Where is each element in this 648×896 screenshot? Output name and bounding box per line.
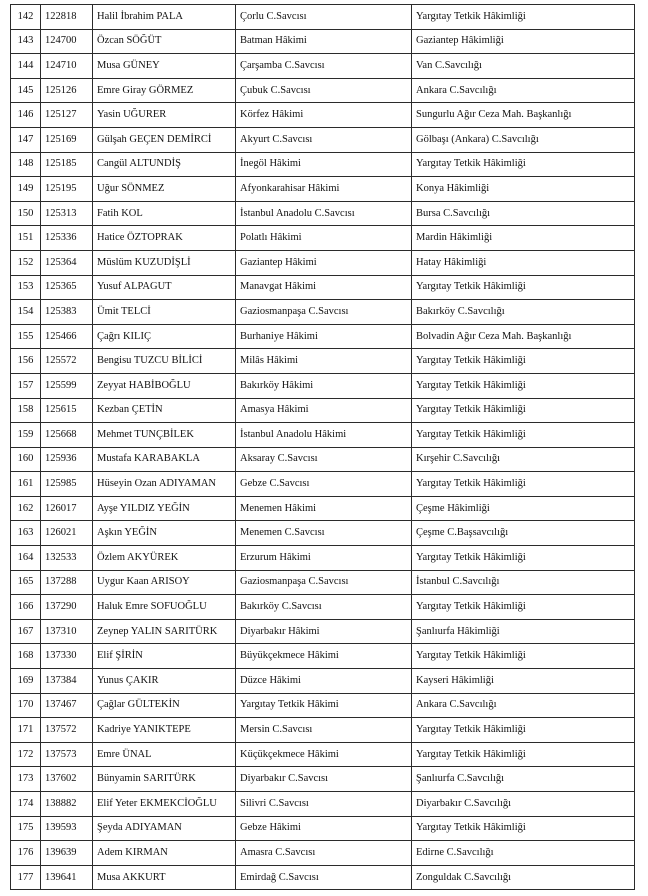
current-post: Küçükçekmece Hâkimi [236,742,412,767]
full-name: Zeyyat HABİBOĞLU [93,373,236,398]
assigned-post: Yargıtay Tetkik Hâkimliği [412,349,635,374]
assigned-post: Çeşme Hâkimliği [412,496,635,521]
sicil-number: 137310 [41,619,93,644]
current-post: Manavgat Hâkimi [236,275,412,300]
full-name: Uğur SÖNMEZ [93,177,236,202]
table-row [11,792,635,817]
assigned-post: Yargıtay Tetkik Hâkimliği [412,472,635,497]
current-post: Menemen C.Savcısı [236,521,412,546]
row-number: 163 [11,521,41,546]
row-number: 165 [11,570,41,595]
current-post: Düzce Hâkimi [236,669,412,694]
table-row [11,373,635,398]
full-name: Ümit TELCİ [93,300,236,325]
full-name: Aşkın YEĞİN [93,521,236,546]
full-name: Şeyda ADIYAMAN [93,816,236,841]
full-name: Musa GÜNEY [93,54,236,79]
table-row [11,742,635,767]
sicil-number: 126017 [41,496,93,521]
row-number: 168 [11,644,41,669]
current-post: Amasya Hâkimi [236,398,412,423]
assigned-post: Konya Hâkimliği [412,177,635,202]
table-row [11,669,635,694]
sicil-number: 125599 [41,373,93,398]
row-number: 169 [11,669,41,694]
assigned-post: Yargıtay Tetkik Hâkimliği [412,718,635,743]
assigned-post: Kayseri Hâkimliği [412,669,635,694]
row-number: 162 [11,496,41,521]
row-number: 167 [11,619,41,644]
table-row [11,29,635,54]
row-number: 161 [11,472,41,497]
row-number: 144 [11,54,41,79]
full-name: Elif Yeter EKMEKCİOĞLU [93,792,236,817]
current-post: İstanbul Anadolu C.Savcısı [236,201,412,226]
sicil-number: 125668 [41,423,93,448]
current-post: Bakırköy Hâkimi [236,373,412,398]
current-post: Çorlu C.Savcısı [236,5,412,30]
sicil-number: 125985 [41,472,93,497]
table-row [11,496,635,521]
row-number: 142 [11,5,41,30]
full-name: Elif ŞİRİN [93,644,236,669]
assigned-post: Mardin Hâkimliği [412,226,635,251]
current-post: Mersin C.Savcısı [236,718,412,743]
sicil-number: 137384 [41,669,93,694]
table-row [11,152,635,177]
assigned-post: İstanbul C.Savcılığı [412,570,635,595]
current-post: İnegöl Hâkimi [236,152,412,177]
row-number: 145 [11,78,41,103]
assigned-post: Gölbaşı (Ankara) C.Savcılığı [412,127,635,152]
sicil-number: 137288 [41,570,93,595]
sicil-number: 125185 [41,152,93,177]
sicil-number: 124710 [41,54,93,79]
row-number: 170 [11,693,41,718]
sicil-number: 125127 [41,103,93,128]
current-post: Büyükçekmece Hâkimi [236,644,412,669]
assigned-post: Yargıtay Tetkik Hâkimliği [412,546,635,571]
assigned-post: Ankara C.Savcılığı [412,78,635,103]
row-number: 150 [11,201,41,226]
row-number: 166 [11,595,41,620]
row-number: 149 [11,177,41,202]
current-post: Menemen Hâkimi [236,496,412,521]
current-post: Gebze Hâkimi [236,816,412,841]
assigned-post: Şanlıurfa Hâkimliği [412,619,635,644]
sicil-number: 125126 [41,78,93,103]
full-name: Çağrı KILIÇ [93,324,236,349]
sicil-number: 125313 [41,201,93,226]
sicil-number: 125336 [41,226,93,251]
full-name: Çağlar GÜLTEKİN [93,693,236,718]
sicil-number: 125615 [41,398,93,423]
row-number: 156 [11,349,41,374]
assigned-post: Ankara C.Savcılığı [412,693,635,718]
full-name: Emre ÜNAL [93,742,236,767]
current-post: Burhaniye Hâkimi [236,324,412,349]
table-row [11,201,635,226]
full-name: Yusuf ALPAGUT [93,275,236,300]
sicil-number: 137330 [41,644,93,669]
row-number: 159 [11,423,41,448]
assigned-post: Hatay Hâkimliği [412,250,635,275]
current-post: Bakırköy C.Savcısı [236,595,412,620]
sicil-number: 124700 [41,29,93,54]
row-number: 151 [11,226,41,251]
current-post: Çarşamba C.Savcısı [236,54,412,79]
full-name: Mehmet TUNÇBİLEK [93,423,236,448]
row-number: 158 [11,398,41,423]
row-number: 148 [11,152,41,177]
table-row [11,767,635,792]
row-number: 155 [11,324,41,349]
sicil-number: 137467 [41,693,93,718]
table-row [11,349,635,374]
full-name: Kezban ÇETİN [93,398,236,423]
current-post: Körfez Hâkimi [236,103,412,128]
current-post: Silivri C.Savcısı [236,792,412,817]
assigned-post: Yargıtay Tetkik Hâkimliği [412,816,635,841]
sicil-number: 125936 [41,447,93,472]
current-post: Polatlı Hâkimi [236,226,412,251]
table-row [11,324,635,349]
table-row [11,78,635,103]
sicil-number: 139641 [41,865,93,890]
sicil-number: 137290 [41,595,93,620]
sicil-number: 139639 [41,841,93,866]
full-name: Özlem AKYÜREK [93,546,236,571]
table-row [11,472,635,497]
assigned-post: Yargıtay Tetkik Hâkimliği [412,423,635,448]
full-name: Gülşah GEÇEN DEMİRCİ [93,127,236,152]
sicil-number: 122818 [41,5,93,30]
table-row [11,521,635,546]
table-row [11,570,635,595]
current-post: İstanbul Anadolu Hâkimi [236,423,412,448]
assigned-post: Sungurlu Ağır Ceza Mah. Başkanlığı [412,103,635,128]
table-row [11,619,635,644]
full-name: Özcan SÖĞÜT [93,29,236,54]
table-row [11,177,635,202]
full-name: Halil İbrahim PALA [93,5,236,30]
full-name: Zeynep YALIN SARITÜRK [93,619,236,644]
assigned-post: Yargıtay Tetkik Hâkimliği [412,152,635,177]
current-post: Gaziosmanpaşa C.Savcısı [236,300,412,325]
table-row [11,300,635,325]
current-post: Diyarbakır C.Savcısı [236,767,412,792]
full-name: Hüseyin Ozan ADIYAMAN [93,472,236,497]
current-post: Batman Hâkimi [236,29,412,54]
current-post: Emirdağ C.Savcısı [236,865,412,890]
full-name: Adem KIRMAN [93,841,236,866]
sicil-number: 138882 [41,792,93,817]
appointment-list-page [10,4,634,890]
full-name: Fatih KOL [93,201,236,226]
table-row [11,644,635,669]
sicil-number: 132533 [41,546,93,571]
table-row [11,595,635,620]
row-number: 160 [11,447,41,472]
table-row [11,693,635,718]
assigned-post: Yargıtay Tetkik Hâkimliği [412,595,635,620]
current-post: Aksaray C.Savcısı [236,447,412,472]
table-row [11,226,635,251]
row-number: 157 [11,373,41,398]
table-row [11,816,635,841]
table-row [11,423,635,448]
sicil-number: 126021 [41,521,93,546]
current-post: Milâs Hâkimi [236,349,412,374]
table-row [11,127,635,152]
full-name: Musa AKKURT [93,865,236,890]
assigned-post: Yargıtay Tetkik Hâkimliği [412,5,635,30]
table-row [11,718,635,743]
full-name: Mustafa KARABAKLA [93,447,236,472]
current-post: Afyonkarahisar Hâkimi [236,177,412,202]
row-number: 153 [11,275,41,300]
row-number: 152 [11,250,41,275]
row-number: 173 [11,767,41,792]
assigned-post: Edirne C.Savcılığı [412,841,635,866]
table-row [11,54,635,79]
assigned-post: Bursa C.Savcılığı [412,201,635,226]
sicil-number: 125365 [41,275,93,300]
row-number: 176 [11,841,41,866]
full-name: Yunus ÇAKIR [93,669,236,694]
assigned-post: Bolvadin Ağır Ceza Mah. Başkanlığı [412,324,635,349]
assigned-post: Van C.Savcılığı [412,54,635,79]
full-name: Emre Giray GÖRMEZ [93,78,236,103]
row-number: 147 [11,127,41,152]
appointment-table [10,4,635,890]
full-name: Cangül ALTUNDİŞ [93,152,236,177]
full-name: Müslüm KUZUDİŞLİ [93,250,236,275]
assigned-post: Çeşme C.Başsavcılığı [412,521,635,546]
assigned-post: Yargıtay Tetkik Hâkimliği [412,373,635,398]
current-post: Gaziosmanpaşa C.Savcısı [236,570,412,595]
sicil-number: 125383 [41,300,93,325]
sicil-number: 125195 [41,177,93,202]
current-post: Akyurt C.Savcısı [236,127,412,152]
current-post: Yargıtay Tetkik Hâkimi [236,693,412,718]
full-name: Uygur Kaan ARISOY [93,570,236,595]
sicil-number: 137572 [41,718,93,743]
assigned-post: Gaziantep Hâkimliği [412,29,635,54]
table-row [11,841,635,866]
current-post: Amasra C.Savcısı [236,841,412,866]
sicil-number: 125466 [41,324,93,349]
full-name: Kadriye YANIKTEPE [93,718,236,743]
table-row [11,447,635,472]
row-number: 146 [11,103,41,128]
row-number: 172 [11,742,41,767]
assigned-post: Bakırköy C.Savcılığı [412,300,635,325]
sicil-number: 125169 [41,127,93,152]
table-row [11,546,635,571]
full-name: Haluk Emre SOFUOĞLU [93,595,236,620]
table-row [11,398,635,423]
current-post: Çubuk C.Savcısı [236,78,412,103]
full-name: Bünyamin SARITÜRK [93,767,236,792]
full-name: Bengisu TUZCU BİLİCİ [93,349,236,374]
sicil-number: 137573 [41,742,93,767]
current-post: Gaziantep Hâkimi [236,250,412,275]
sicil-number: 139593 [41,816,93,841]
assigned-post: Yargıtay Tetkik Hâkimliği [412,275,635,300]
sicil-number: 125572 [41,349,93,374]
current-post: Erzurum Hâkimi [236,546,412,571]
row-number: 174 [11,792,41,817]
assigned-post: Yargıtay Tetkik Hâkimliği [412,742,635,767]
current-post: Diyarbakır Hâkimi [236,619,412,644]
table-row [11,5,635,30]
appointment-table-body [11,5,635,890]
row-number: 154 [11,300,41,325]
assigned-post: Şanlıurfa C.Savcılığı [412,767,635,792]
row-number: 164 [11,546,41,571]
current-post: Gebze C.Savcısı [236,472,412,497]
assigned-post: Yargıtay Tetkik Hâkimliği [412,398,635,423]
sicil-number: 125364 [41,250,93,275]
assigned-post: Yargıtay Tetkik Hâkimliği [412,644,635,669]
row-number: 177 [11,865,41,890]
table-row [11,275,635,300]
sicil-number: 137602 [41,767,93,792]
table-row [11,103,635,128]
assigned-post: Zonguldak C.Savcılığı [412,865,635,890]
full-name: Hatice ÖZTOPRAK [93,226,236,251]
assigned-post: Kırşehir C.Savcılığı [412,447,635,472]
full-name: Yasin UĞURER [93,103,236,128]
row-number: 143 [11,29,41,54]
assigned-post: Diyarbakır C.Savcılığı [412,792,635,817]
table-row [11,865,635,890]
row-number: 175 [11,816,41,841]
table-row [11,250,635,275]
row-number: 171 [11,718,41,743]
full-name: Ayşe YILDIZ YEĞİN [93,496,236,521]
